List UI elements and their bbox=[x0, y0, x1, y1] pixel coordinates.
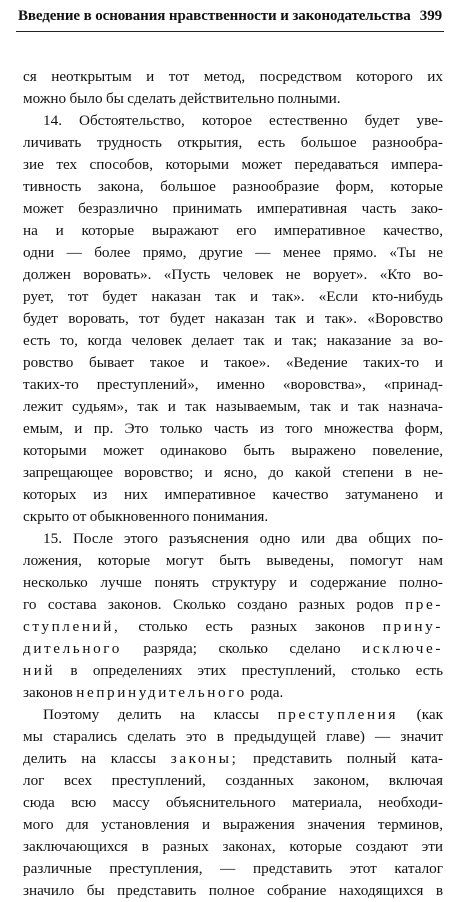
text-run: представить полный ката- bbox=[253, 750, 443, 767]
text-run: разряда; сколько сделано bbox=[143, 640, 341, 657]
text-line bbox=[23, 440, 443, 462]
text-run: одни — более прямо, другие — менее прямо. «Ты не bbox=[23, 244, 443, 261]
text-run: которых из них императивное качество затуманено и bbox=[23, 486, 443, 503]
text-line bbox=[23, 638, 443, 660]
text-line bbox=[23, 704, 443, 726]
text-line bbox=[23, 110, 443, 132]
running-head bbox=[18, 8, 442, 25]
text-run: может безразлично принимать императивная часть зако- bbox=[23, 200, 443, 217]
spaced-emphasis: пре- bbox=[405, 596, 443, 613]
spaced-emphasis: законы; bbox=[170, 750, 239, 767]
text-run: ся неоткрытым и тот метод, посредством которого их bbox=[23, 68, 443, 85]
text-line bbox=[23, 682, 443, 704]
text-line bbox=[23, 220, 443, 242]
text-line bbox=[23, 66, 443, 88]
text-run: различные преступления, — представить этот каталог bbox=[23, 860, 443, 877]
text-run: в определениях этих преступлений, столько есть bbox=[70, 662, 443, 679]
text-run: есть то, когда человек делает так и так; наказание за во- bbox=[23, 332, 443, 349]
text-line bbox=[23, 616, 443, 638]
text-line bbox=[23, 198, 443, 220]
spaced-emphasis: преступления bbox=[277, 706, 399, 723]
text-run: личивать трудность открытия, есть большое разнообра- bbox=[23, 134, 443, 151]
text-line bbox=[23, 484, 443, 506]
text-line bbox=[23, 836, 443, 858]
text-line bbox=[23, 880, 443, 902]
text-run: зие тех способов, которыми может передаваться импера- bbox=[23, 156, 443, 173]
text-run: мы старались сделать это в предыдущей главе) — значит bbox=[23, 728, 443, 745]
text-line bbox=[23, 792, 443, 814]
text-line bbox=[23, 264, 443, 286]
text-run: 14. Обстоятельство, которое естественно будет уве- bbox=[43, 112, 443, 129]
text-line bbox=[23, 814, 443, 836]
text-run: которыми может одинаково быть выражено повеление, bbox=[23, 442, 443, 459]
spaced-emphasis: непринудительного bbox=[76, 684, 247, 701]
text-line bbox=[23, 660, 443, 682]
text-line bbox=[23, 176, 443, 198]
text-line bbox=[23, 330, 443, 352]
text-line bbox=[23, 132, 443, 154]
text-line bbox=[23, 748, 443, 770]
text-run: 15. После этого разъяснения одно или два общих по- bbox=[43, 530, 443, 547]
spaced-emphasis: ступлений, bbox=[23, 618, 121, 635]
spaced-emphasis: дительного bbox=[23, 640, 122, 657]
text-line bbox=[23, 154, 443, 176]
text-line bbox=[23, 396, 443, 418]
text-line bbox=[23, 506, 443, 528]
header-rule bbox=[16, 31, 444, 32]
text-run: тивность закона, большое разнообразие форм, которые bbox=[23, 178, 443, 195]
text-run: можно было бы сделать действительно полными. bbox=[23, 90, 341, 107]
text-run: законов bbox=[23, 684, 73, 701]
text-line bbox=[23, 572, 443, 594]
text-line bbox=[23, 858, 443, 880]
text-run: рует, тот будет наказан так и так». «Если кто-нибудь bbox=[23, 288, 443, 305]
text-line bbox=[23, 286, 443, 308]
text-line bbox=[23, 726, 443, 748]
text-run: скрыто от обыкновенного понимания. bbox=[23, 508, 269, 525]
text-line bbox=[23, 352, 443, 374]
spaced-emphasis: прину- bbox=[382, 618, 443, 635]
text-line bbox=[23, 528, 443, 550]
text-line bbox=[23, 308, 443, 330]
text-run: рода. bbox=[250, 684, 284, 701]
text-run: ложения, которые могут быть выведены, помогут нам bbox=[23, 552, 443, 569]
page-number: 399 bbox=[419, 8, 442, 24]
text-line bbox=[23, 242, 443, 264]
text-run: (как bbox=[416, 706, 443, 723]
text-run: несколько лучше понять структуру и содержание полно- bbox=[23, 574, 443, 591]
text-run: емым, и пр. Это только часть из того множества форм, bbox=[23, 420, 443, 437]
text-line bbox=[23, 418, 443, 440]
text-run: Поэтому делить на классы bbox=[43, 706, 259, 723]
spaced-emphasis: ний bbox=[23, 662, 56, 679]
text-run: будет воровать, тот будет наказан так и так». «Воровство bbox=[23, 310, 443, 327]
spaced-emphasis: исключе- bbox=[362, 640, 443, 657]
text-run: ровство бывает такое и такое». «Ведение таких-то и bbox=[23, 354, 443, 371]
text-line bbox=[23, 374, 443, 396]
text-run: должен воровать». «Пусть человек не ворует». «Кто во- bbox=[23, 266, 443, 283]
text-line bbox=[23, 594, 443, 616]
text-line bbox=[23, 770, 443, 792]
text-run: лежит судьям», так и так называемым, так и так назнача- bbox=[23, 398, 443, 415]
text-line bbox=[23, 88, 443, 110]
text-run: делить на классы bbox=[23, 750, 157, 767]
text-run: мого для установления и выражения значения терминов, bbox=[23, 816, 443, 833]
running-head-title: Введение в основания нравственности и законодательства bbox=[18, 8, 411, 24]
text-run: таких-то преступлений», именно «воровства», «принад- bbox=[23, 376, 443, 393]
text-run: значило бы представить полное собрание находящихся в bbox=[23, 882, 443, 899]
text-run: на и которые выражают его императивное качество, bbox=[23, 222, 443, 239]
text-run: лог всех преступлений, созданных законом, включая bbox=[23, 772, 443, 789]
text-run: столько есть разных законов bbox=[138, 618, 365, 635]
text-run: заключающихся в разных законах, которые создают эти bbox=[23, 838, 443, 855]
body-text bbox=[23, 66, 443, 902]
text-line bbox=[23, 462, 443, 484]
text-run: запрещающее воровство; и ясно, до какой степени в не- bbox=[23, 464, 443, 481]
text-run: сюда всю массу объяснительного материала, необходи- bbox=[23, 794, 443, 811]
text-line bbox=[23, 550, 443, 572]
text-run: го состава законов. Сколько создано разных родов bbox=[23, 596, 394, 613]
